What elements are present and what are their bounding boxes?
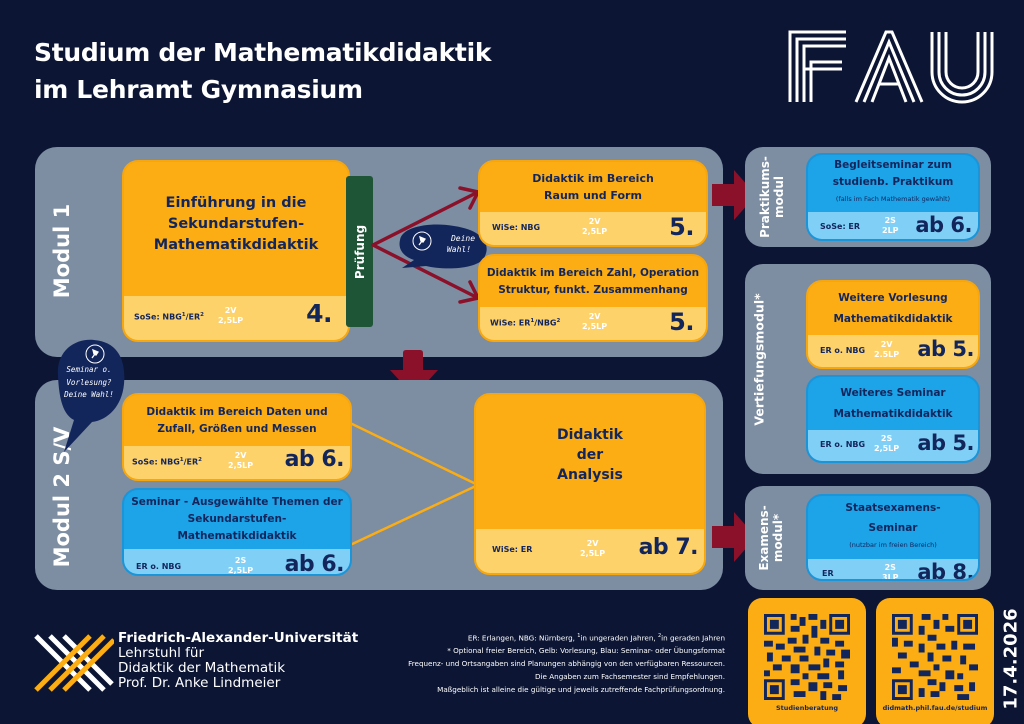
course-card-zahl-operation[interactable]: Didaktik im Bereich Zahl, Operation Struktur, funkt. Zusammenhang WiSe: $ER^1/NBG^2$ 2V 2,5LP 5. <box>478 254 708 342</box>
page-title <box>34 34 491 108</box>
qr-caption: didmath.phil.fau.de/studium <box>882 704 988 712</box>
course-card-einfuehrung[interactable]: Einführung in die Sekundarstufen- Mathematikdidaktik SoSe: $NBG^1/ER^2$ 2V 2,5LP 4. <box>122 160 350 342</box>
vertiefung-label: Vertiefungsmodul* <box>751 293 767 426</box>
choice-bubble-modul2-text: Seminar o. Vorlesung? Deine Wahl! <box>64 365 114 399</box>
course-card-weiteres-seminar[interactable]: Weiteres Seminar Mathematikdidaktik ER o. NBG 2S 2,5LP ab 5. <box>806 375 980 463</box>
institute-logo <box>34 632 114 694</box>
course-semester: 4. <box>306 299 332 328</box>
title-line-1: Studium der Mathematikdidaktik <box>34 38 492 67</box>
exam-bar: Prüfung <box>346 176 373 327</box>
course-card-staatsexamen[interactable]: Staatsexamens- Seminar (nutzbar im freien Bereich) ER 2S 3LP ab 8. <box>806 494 980 581</box>
course-card-analysis[interactable]: Didaktik der Analysis WiSe: ER 2V 2,5LP ab 7. <box>474 393 706 575</box>
institution-name: Friedrich-Alexander-Universität Lehrstuhl für Didaktik der Mathematik Prof. Dr. Anke Lindmeier <box>118 630 359 691</box>
title-line-2: im Lehramt Gymnasium <box>34 75 363 104</box>
praktikum-label: Praktikums- modul <box>758 156 786 238</box>
qr-code-icon[interactable] <box>764 614 850 700</box>
qr-code-icon[interactable] <box>892 614 978 700</box>
course-location: SoSe: $NBG^1/ER^2$ <box>134 312 204 322</box>
course-card-weitere-vorlesung[interactable]: Weitere Vorlesung Mathematikdidaktik ER o. NBG 2V 2.5LP ab 5. <box>806 280 980 369</box>
qr-card-website[interactable] <box>876 598 994 724</box>
modul-2-label: Modul 2 S/V <box>50 426 74 568</box>
connector-lines <box>348 420 483 550</box>
course-card-seminar-themen[interactable]: Seminar - Ausgewählte Themen der Sekundarstufen-Mathematikdidaktik ER o. NBG 2S 2,5LP ab 6. <box>122 488 352 576</box>
course-hours: 2V 2,5LP <box>218 306 244 325</box>
course-card-raum-form[interactable]: Didaktik im Bereich Raum und Form WiSe: NBG 2V 2,5LP 5. <box>478 160 708 247</box>
modul-1-label: Modul 1 <box>50 203 74 299</box>
examen-label: Examens- modul* <box>757 505 785 571</box>
fau-logo <box>786 28 998 104</box>
qr-card-studienberatung[interactable] <box>748 598 866 724</box>
course-card-begleitseminar[interactable]: Begleitseminar zum studienb. Praktikum (falls im Fach Mathematik gewählt) SoSe: ER 2S 2LP ab 6. <box>806 153 980 241</box>
footer-notes: ER: Erlangen, NBG: Nürnberg, $^1$in ungeraden Jahren, $^2$in geraden Jahren * Optional freier Bereich, Gelb: Vorlesung, Blau: Seminar- oder Übungsformat Frequenz- und Ortsangaben sind Planungen abhängig von den verfügbaren Ressourcen. Die Angaben zum Fachsemester sind Empfehlungen. Maßgeblich ist alleine die gültige und jeweils zutreffende Fachprüfungsordnung. <box>408 633 725 695</box>
course-card-daten-zufall[interactable]: Didaktik im Bereich Daten und Zufall, Größen und Messen SoSe: $NBG^1/ER^2$ 2V 2,5LP ab 6. <box>122 393 352 481</box>
qr-caption: Studienberatung <box>775 704 838 712</box>
date-label: 17.4.2026 <box>1000 608 1022 710</box>
choice-bubble-text: Deine Wahl! <box>446 234 476 254</box>
